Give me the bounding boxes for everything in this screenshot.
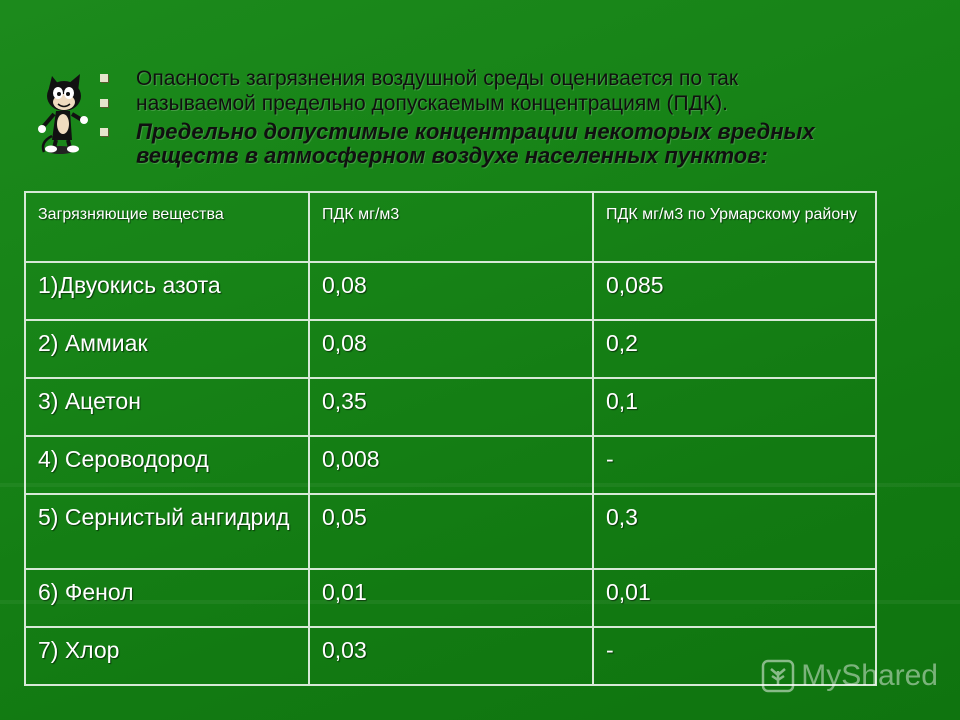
bullet-item <box>100 91 920 116</box>
bullet-item <box>100 66 920 91</box>
bullet-text: Опасность загрязнения воздушной среды оценивается по так <box>136 67 739 90</box>
bullet-text: называемой предельно допускаемым концентрациям (ПДК). <box>136 92 728 115</box>
table-row <box>25 262 876 320</box>
header-substances: Загрязняющие вещества <box>25 192 309 262</box>
cell-pdk-urmary: 0,085 <box>593 262 876 320</box>
bullet-text-bold: Предельно допустимые концентрации некоторых вредных веществ в атмосферном воздухе населенных пунктов: <box>136 119 815 168</box>
square-bullet-icon <box>100 99 108 107</box>
cell-pdk-urmary: - <box>593 627 876 685</box>
watermark <box>761 658 938 694</box>
cell-pdk: 0,05 <box>309 494 593 569</box>
cell-pdk-urmary: 0,2 <box>593 320 876 378</box>
cell-substance: 3) Ацетон <box>25 378 309 436</box>
cartoon-cat-icon <box>38 72 96 156</box>
bullet-list <box>100 66 920 168</box>
cell-pdk: 0,08 <box>309 320 593 378</box>
cell-pdk: 0,01 <box>309 569 593 627</box>
cell-pdk: 0,08 <box>309 262 593 320</box>
table-row <box>25 436 876 494</box>
cell-pdk-urmary: - <box>593 436 876 494</box>
cell-substance: 5) Сернистый ангидрид <box>25 494 309 569</box>
square-bullet-icon <box>100 128 108 136</box>
table-header-row <box>25 192 876 262</box>
cell-pdk: 0,35 <box>309 378 593 436</box>
table-row <box>25 494 876 569</box>
cell-pdk: 0,008 <box>309 436 593 494</box>
table-row <box>25 569 876 627</box>
cell-substance: 2) Аммиак <box>25 320 309 378</box>
cell-substance: 1)Двуокись азота <box>25 262 309 320</box>
pdk-table <box>24 191 877 686</box>
table-row <box>25 627 876 685</box>
cell-pdk-urmary: 0,01 <box>593 569 876 627</box>
header-pdk-urmary: ПДК мг/м3 по Урмарскому району <box>593 192 876 262</box>
cell-substance: 6) Фенол <box>25 569 309 627</box>
cell-pdk-urmary: 0,3 <box>593 494 876 569</box>
cell-pdk-urmary: 0,1 <box>593 378 876 436</box>
table-row <box>25 378 876 436</box>
table-row <box>25 320 876 378</box>
square-bullet-icon <box>100 74 108 82</box>
header-pdk: ПДК мг/м3 <box>309 192 593 262</box>
bullet-item <box>100 120 920 168</box>
share-tree-icon <box>761 659 795 693</box>
cell-substance: 7) Хлор <box>25 627 309 685</box>
cell-substance: 4) Сероводород <box>25 436 309 494</box>
watermark-text: MyShared <box>801 659 938 692</box>
cell-pdk: 0,03 <box>309 627 593 685</box>
